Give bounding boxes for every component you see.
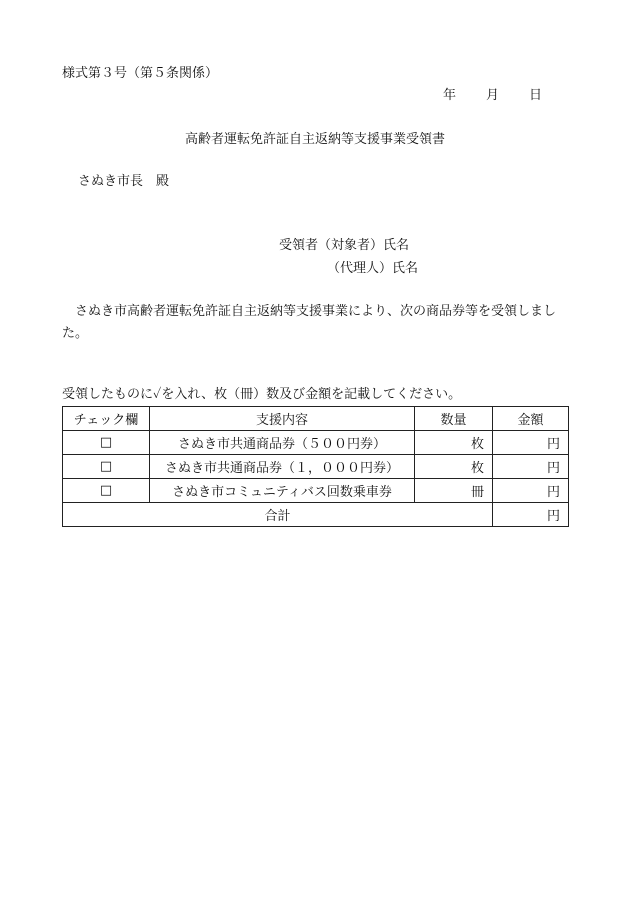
item-content: さぬき市コミュニティバス回数乗車券 bbox=[150, 479, 415, 503]
instruction-text: 受領したものに✓を入れ、枚（冊）数及び金額を記載してください。 bbox=[62, 387, 462, 402]
total-label: 合計 bbox=[63, 503, 493, 527]
agent-name-label: （代理人）氏名 bbox=[327, 261, 419, 276]
header-amount: 金額 bbox=[493, 407, 569, 431]
items-table bbox=[62, 406, 569, 527]
document-title: 高齢者運転免許証自主返納等支援事業受領書 bbox=[184, 132, 445, 147]
total-amount-cell[interactable]: 円 bbox=[493, 503, 569, 527]
table-row bbox=[63, 479, 569, 503]
statement-text: さぬき市高齢者運転免許証自主返納等支援事業により、次の商品券等を受領しました。 bbox=[62, 304, 557, 341]
amount-cell[interactable]: 円 bbox=[493, 479, 569, 503]
date-line bbox=[443, 88, 542, 104]
date-month: 月 bbox=[486, 88, 500, 103]
header-check: チェック欄 bbox=[63, 407, 150, 431]
quantity-cell[interactable]: 枚 bbox=[415, 431, 493, 455]
addressee: さぬき市長 殿 bbox=[78, 174, 170, 189]
amount-cell[interactable]: 円 bbox=[493, 431, 569, 455]
date-year: 年 bbox=[443, 88, 457, 103]
quantity-cell[interactable]: 冊 bbox=[415, 479, 493, 503]
item-content: さぬき市共通商品券（５００円券） bbox=[150, 431, 415, 455]
table-header-row bbox=[63, 407, 569, 431]
header-quantity: 数量 bbox=[415, 407, 493, 431]
table-row bbox=[63, 431, 569, 455]
amount-cell[interactable]: 円 bbox=[493, 455, 569, 479]
item-content: さぬき市共通商品券（１，０００円券） bbox=[150, 455, 415, 479]
checkbox[interactable]: □ bbox=[63, 479, 150, 503]
total-row bbox=[63, 503, 569, 527]
table-row bbox=[63, 455, 569, 479]
recipient-name-label: 受領者（対象者）氏名 bbox=[279, 238, 410, 253]
date-day: 日 bbox=[529, 88, 543, 103]
checkbox[interactable]: □ bbox=[63, 455, 150, 479]
checkbox[interactable]: □ bbox=[63, 431, 150, 455]
quantity-cell[interactable]: 枚 bbox=[415, 455, 493, 479]
form-number: 様式第３号（第５条関係） bbox=[62, 66, 219, 81]
header-content: 支援内容 bbox=[150, 407, 415, 431]
